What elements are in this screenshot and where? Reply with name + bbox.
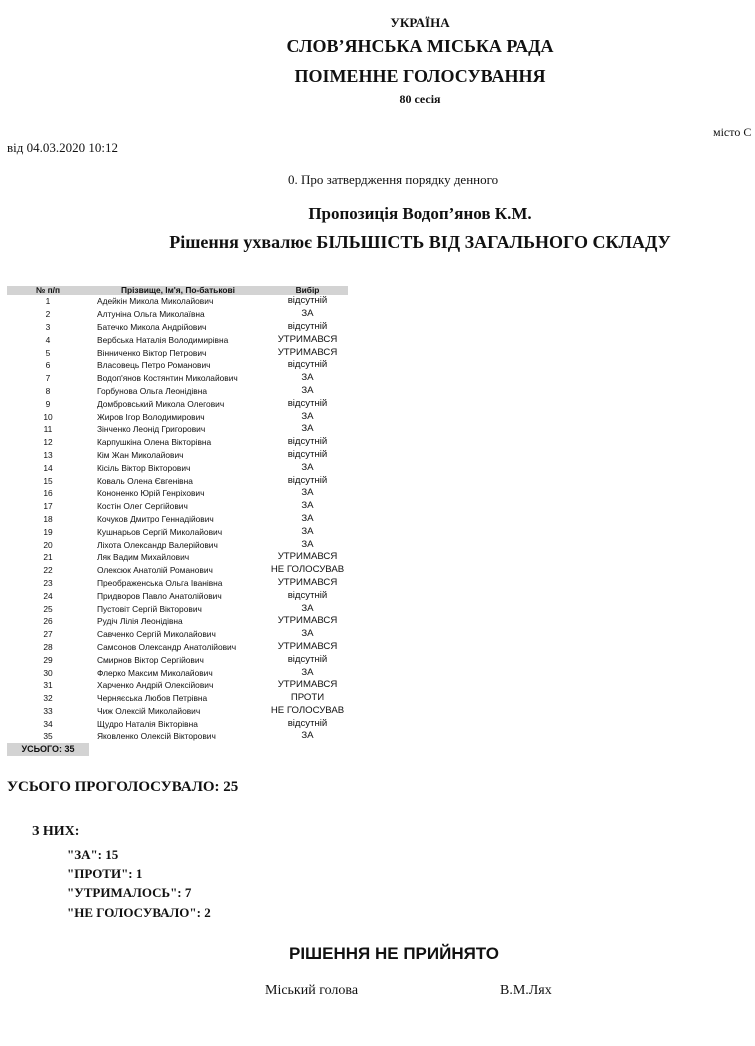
row-number: 3 [45,321,51,332]
table-row [7,705,348,718]
table-row [7,730,348,743]
row-number: 21 [43,552,53,563]
vote-choice: ЗА [301,730,314,742]
vote-choice: ЗА [301,372,314,384]
vote-choice: ЗА [301,410,314,422]
deputy-name: Смирнов Віктор Сергійович [97,654,204,665]
row-number: 31 [43,680,53,691]
vote-table [7,286,348,756]
vote-choice: ЗА [301,525,314,537]
row-number: 25 [43,603,53,614]
deputy-name: Адейкін Микола Миколайович [97,296,214,307]
vote-choice: ПРОТИ [290,692,325,704]
vote-choice: ЗА [301,384,314,396]
table-row [7,628,348,641]
row-number: 24 [43,590,53,601]
row-number: 8 [45,385,51,396]
table-row [7,295,348,308]
vote-table-body [7,295,348,743]
deputy-name: Вінниченко Віктор Петрович [97,347,207,358]
row-number: 30 [43,667,53,678]
row-number: 7 [45,373,51,384]
vote-choice: відсутній [287,589,328,601]
deputy-name: Чиж Олексій Миколайович [97,705,201,716]
table-row [7,474,348,487]
row-number: 9 [45,398,51,409]
table-row [7,385,348,398]
deputy-name: Харченко Андрій Олексійович [97,680,214,691]
row-number: 16 [43,488,53,499]
deputy-name: Флерко Максим Миколайович [97,667,213,678]
vote-choice: відсутній [287,474,328,486]
deputy-name: Яковленко Олексій Вікторович [97,731,216,742]
row-number: 23 [43,577,53,588]
row-number: 15 [43,475,53,486]
vote-choice: відсутній [287,359,328,371]
decision-rule: Рішення ухвалює БІЛЬШІСТЬ ВІД ЗАГАЛЬНОГО СКЛАДУ [169,232,671,252]
vote-choice: УТРИМАВСЯ [277,615,338,627]
tally-proty: "ПРОТИ": 1 [67,866,143,881]
deputy-name: Кононенко Юрій Генріхович [97,488,205,499]
deputy-name: Пустовіт Сергій Вікторович [97,603,202,614]
deputy-name: Рудіч Лілія Леонідівна [97,616,183,627]
row-number: 18 [43,513,53,524]
deputy-name: Преображенська Ольга Іванівна [97,577,223,588]
vote-choice: відсутній [287,653,328,665]
vote-choice: ЗА [301,512,314,524]
row-number: 13 [43,449,53,460]
vote-choice: УТРИМАВСЯ [277,333,338,345]
row-number: 29 [43,654,53,665]
deputy-name: Карпушкіна Олена Вікторівна [97,437,212,448]
row-number: 12 [43,437,53,448]
row-number: 26 [43,616,53,627]
deputy-name: Горбунова Ольга Леонідівна [97,385,208,396]
vote-choice: відсутній [287,320,328,332]
date-line: від 04.03.2020 10:12 [7,140,118,155]
vote-choice: ЗА [301,500,314,512]
table-row [7,589,348,602]
vote-choice: УТРИМАВСЯ [277,640,338,652]
table-row [7,359,348,372]
deputy-name: Вербська Наталія Володимирівна [97,334,229,345]
total-count: УСЬОГО: 35 [7,743,89,756]
table-row [7,666,348,679]
deputy-name: Придворов Павло Анатолійович [97,590,222,601]
table-row [7,346,348,359]
row-number: 20 [43,539,53,550]
table-row [7,449,348,462]
council-heading: СЛОВ’ЯНСЬКА МІСЬКА РАДА [286,36,554,56]
vote-choice: відсутній [287,717,328,729]
vote-choice: відсутній [287,295,328,307]
table-row [7,615,348,628]
tally-za: "ЗА": 15 [67,847,119,862]
vote-choice: НЕ ГОЛОСУВАВ [270,564,345,576]
table-row [7,410,348,423]
agenda-item: 0. Про затвердження порядку денного [288,172,499,187]
table-row [7,679,348,692]
table-row [7,653,348,666]
row-number: 2 [45,309,51,320]
table-row [7,602,348,615]
table-row [7,577,348,590]
deputy-name: Черняєська Любов Петрівна [97,693,208,704]
table-row [7,333,348,346]
deputy-name: Щудро Наталія Вікторівна [97,718,198,729]
total-row [7,743,348,756]
table-row [7,308,348,321]
deputy-name: Кочуков Дмитро Геннадійович [97,513,214,524]
session-label: 80 сесія [399,92,441,106]
deputy-name: Ліхота Олександр Валерійович [97,539,218,550]
table-row [7,525,348,538]
deputy-name: Алтуніна Ольга Миколаївна [97,309,205,320]
table-row [7,692,348,705]
vote-choice: ЗА [301,538,314,550]
deputy-name: Кісіль Віктор Вікторович [97,462,191,473]
row-number: 14 [43,462,53,473]
deputy-name: Савченко Сергій Миколайович [97,629,216,640]
table-row [7,564,348,577]
column-header-choice: Вибір [267,286,348,295]
deputy-name: Домбровський Микола Олегович [97,398,225,409]
deputy-name: Коваль Олена Євгенівна [97,475,193,486]
row-number: 5 [45,347,51,358]
row-number: 4 [45,334,51,345]
vote-choice: ЗА [301,308,314,320]
vote-choice: НЕ ГОЛОСУВАВ [270,704,345,716]
vote-choice: УТРИМАВСЯ [277,679,338,691]
table-header-row [7,286,348,295]
row-number: 1 [45,296,51,307]
vote-choice: відсутній [287,397,328,409]
deputy-name: Кім Жан Миколайович [97,449,184,460]
table-row [7,372,348,385]
proposal-heading: Пропозиція Водоп’янов К.М. [308,204,532,223]
table-row [7,717,348,730]
table-row [7,513,348,526]
row-number: 33 [43,705,53,716]
table-row [7,641,348,654]
deputy-name: Батечко Микола Андрійович [97,321,207,332]
vote-choice: ЗА [301,666,314,678]
row-number: 35 [43,731,53,742]
vote-choice: ЗА [301,602,314,614]
table-row [7,321,348,334]
signatory-name: В.М.Лях [500,983,552,998]
row-number: 17 [43,501,53,512]
deputy-name: Ляк Вадим Михайлович [97,552,190,563]
tally-ne-holosuvalo: "НЕ ГОЛОСУВАЛО": 2 [67,905,211,920]
deputy-name: Костін Олег Сергійович [97,501,188,512]
table-row [7,436,348,449]
table-row [7,397,348,410]
vote-choice: УТРИМАВСЯ [277,576,338,588]
vote-choice: ЗА [301,487,314,499]
signatory-title: Міський голова [265,983,359,998]
row-number: 32 [43,693,53,704]
vote-choice: ЗА [301,628,314,640]
row-number: 34 [43,718,53,729]
country-heading: УКРАЇНА [390,15,450,30]
deputy-name: Водоп'янов Костянтин Миколайович [97,373,238,384]
table-row [7,487,348,500]
column-header-name: Прізвище, Ім'я, По-батькові [89,286,267,295]
vote-choice: відсутній [287,436,328,448]
vote-choice: відсутній [287,448,328,460]
vote-choice: ЗА [301,461,314,473]
vote-choice: УТРИМАВСЯ [277,346,338,358]
deputy-name: Самсонов Олександр Анатолійович [97,641,237,652]
column-header-number: № п/п [7,286,89,295]
deputy-name: Жиров Ігор Володимирович [97,411,205,422]
deputy-name: Власовець Петро Романович [97,360,211,371]
table-row [7,500,348,513]
decision-result: РІШЕННЯ НЕ ПРИЙНЯТО [289,944,499,963]
row-number: 22 [43,565,53,576]
deputy-name: Зінченко Леонід Григорович [97,424,206,435]
row-number: 11 [43,424,53,435]
vote-choice: ЗА [301,423,314,435]
row-number: 6 [45,360,51,371]
tally-utrymalos: "УТРИМАЛОСЬ": 7 [67,885,192,900]
table-row [7,461,348,474]
table-row [7,538,348,551]
table-row [7,423,348,436]
city-label: місто С [713,125,752,139]
deputy-name: Кушнарьов Сергій Миколайович [97,526,223,537]
voted-total: УСЬОГО ПРОГОЛОСУВАЛО: 25 [7,779,239,795]
row-number: 19 [43,526,53,537]
of-them-label: З НИХ: [32,824,80,839]
vote-choice: УТРИМАВСЯ [277,551,338,563]
document-title: ПОІМЕННЕ ГОЛОСУВАННЯ [294,66,546,86]
table-row [7,551,348,564]
row-number: 27 [43,629,53,640]
row-number: 28 [43,641,53,652]
deputy-name: Олексюк Анатолій Романович [97,565,213,576]
row-number: 10 [43,411,53,422]
